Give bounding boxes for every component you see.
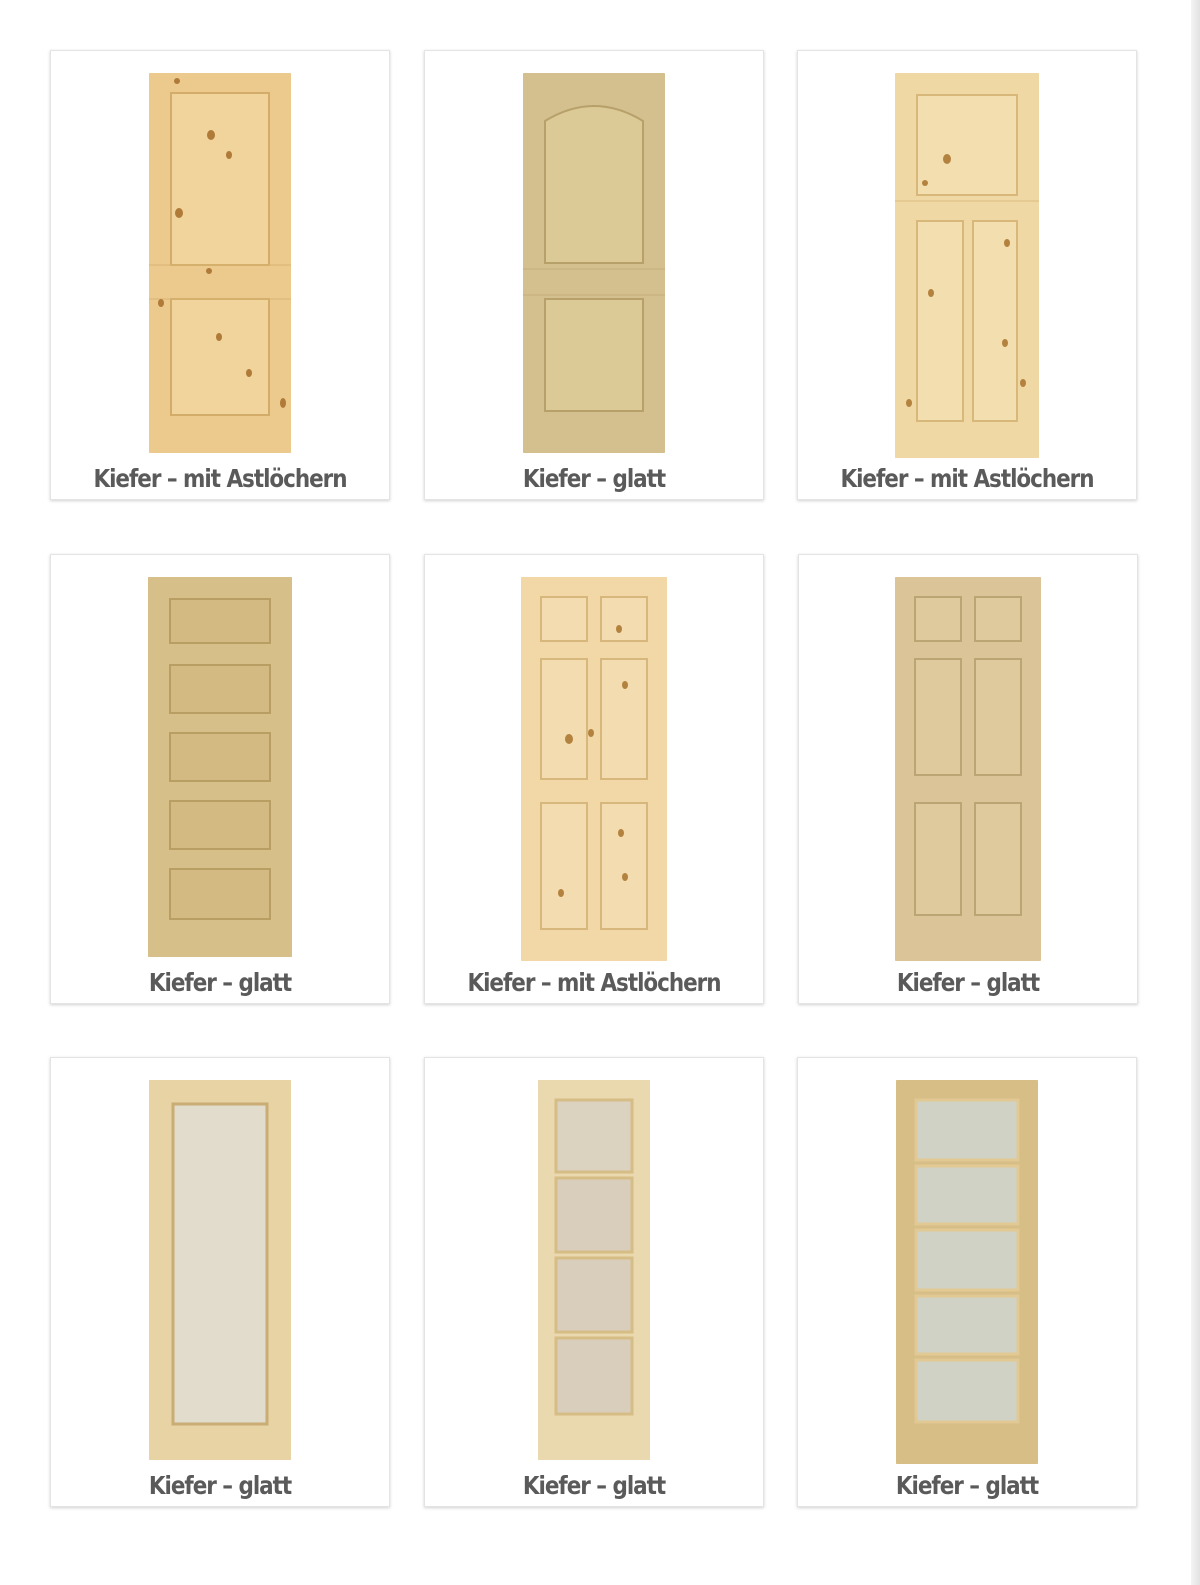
door-caption: Kiefer – glatt bbox=[148, 1471, 292, 1500]
door-image-6-panel-clear bbox=[895, 577, 1041, 961]
door-card-3[interactable] bbox=[797, 50, 1137, 500]
door-image-5-panel-shaker bbox=[148, 577, 292, 957]
door-caption: Kiefer – mit Astlöchern bbox=[93, 464, 347, 493]
door-caption: Kiefer – glatt bbox=[522, 1471, 666, 1500]
door-image-3-panel-knotty bbox=[895, 73, 1039, 458]
door-image-glass-5-lite bbox=[896, 1080, 1038, 1464]
door-card-9[interactable] bbox=[797, 1057, 1137, 1507]
door-card-8[interactable] bbox=[424, 1057, 764, 1507]
door-caption: Kiefer – glatt bbox=[148, 968, 292, 997]
door-image-2-panel-knotty bbox=[149, 73, 291, 453]
door-card-2[interactable] bbox=[424, 50, 764, 500]
door-card-1[interactable] bbox=[50, 50, 390, 500]
door-caption: Kiefer – glatt bbox=[895, 1471, 1039, 1500]
door-caption: Kiefer – mit Astlöchern bbox=[840, 464, 1094, 493]
door-card-4[interactable] bbox=[50, 554, 390, 1004]
door-image-glass-4-lite bbox=[538, 1080, 650, 1460]
door-caption: Kiefer – mit Astlöchern bbox=[467, 968, 721, 997]
door-image-6-panel-knotty bbox=[521, 577, 667, 961]
door-caption: Kiefer – glatt bbox=[522, 464, 666, 493]
door-image-2-panel-arch bbox=[523, 73, 665, 453]
door-card-6[interactable] bbox=[798, 554, 1138, 1004]
door-card-7[interactable] bbox=[50, 1057, 390, 1507]
door-card-5[interactable] bbox=[424, 554, 764, 1004]
door-caption: Kiefer – glatt bbox=[896, 968, 1040, 997]
door-image-glass-1-lite bbox=[149, 1080, 291, 1460]
